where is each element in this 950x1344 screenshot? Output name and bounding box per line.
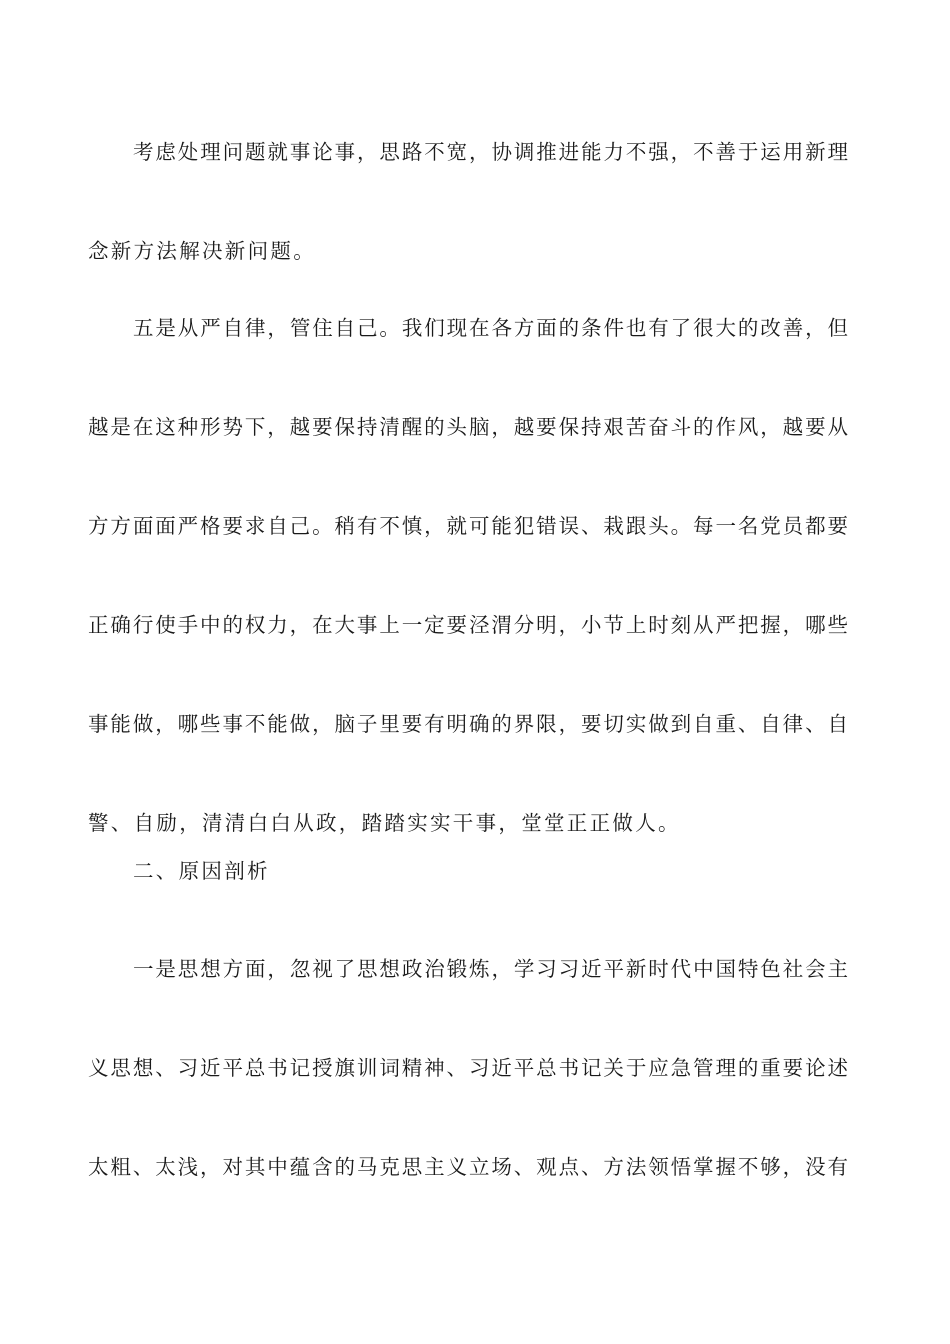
paragraph-line: 太粗、太浅，对其中蕴含的马克思主义立场、观点、方法领悟掌握不够，没有 [88,1155,848,1179]
paragraph-line: 义思想、习近平总书记授旗训词精神、习近平总书记关于应急管理的重要论述 [88,1056,848,1080]
section-heading: 二、原因剖析 [133,859,270,883]
paragraph-line: 警、自励，清清白白从政，踏踏实实干事，堂堂正正做人。 [88,811,681,835]
paragraph-line: 越是在这种形势下，越要保持清醒的头脑，越要保持艰苦奋斗的作风，越要从 [88,415,848,439]
paragraph-line: 事能做，哪些事不能做，脑子里要有明确的界限，要切实做到自重、自律、自 [88,712,848,736]
paragraph-line: 五是从严自律，管住自己。我们现在各方面的条件也有了很大的改善，但 [133,316,848,340]
paragraph-line: 正确行使手中的权力，在大事上一定要泾渭分明，小节上时刻从严把握，哪些 [88,613,848,637]
paragraph-line: 念新方法解决新问题。 [88,239,316,263]
paragraph-line: 考虑处理问题就事论事，思路不宽，协调推进能力不强，不善于运用新理 [133,140,848,164]
paragraph-line: 一是思想方面，忽视了思想政治锻炼，学习习近平新时代中国特色社会主 [133,957,848,981]
paragraph-line: 方方面面严格要求自己。稍有不慎，就可能犯错误、栽跟头。每一名党员都要 [88,514,848,538]
